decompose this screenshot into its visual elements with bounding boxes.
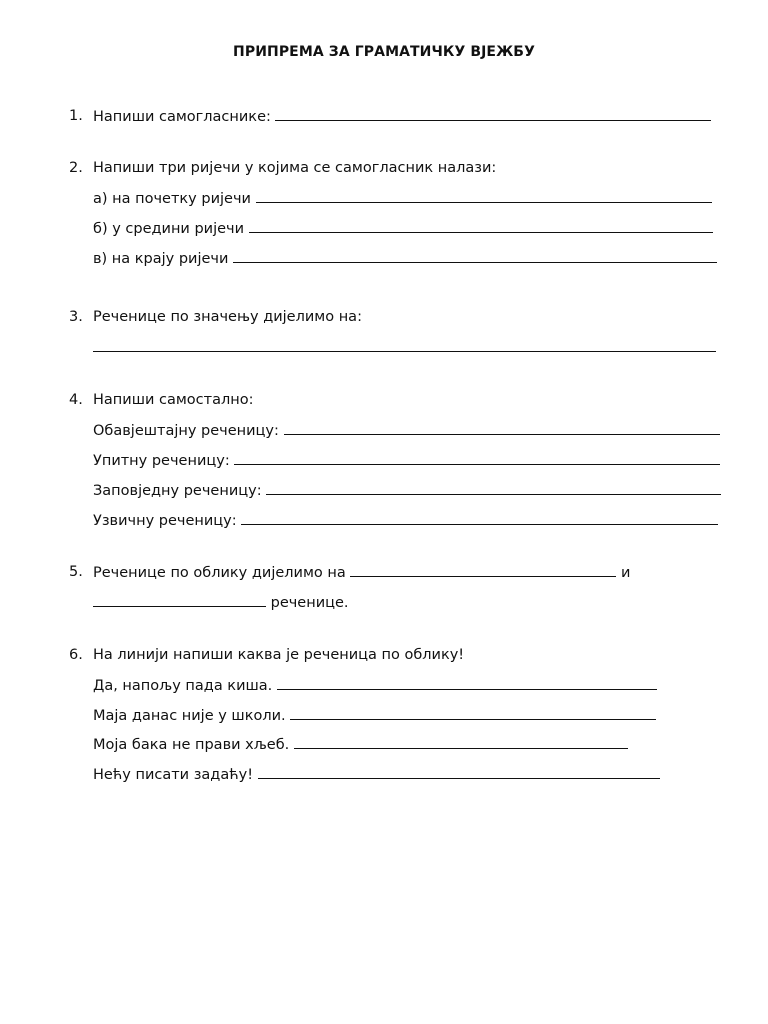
question-3-answer-row xyxy=(93,337,716,358)
page-title: ПРИПРЕМА ЗА ГРАМАТИЧКУ ВЈЕЖБУ xyxy=(233,44,535,60)
question-5-row xyxy=(93,562,630,583)
question-4a-text: Обавјештајну реченицу: xyxy=(93,423,279,439)
question-2c xyxy=(0,248,768,268)
question-1 xyxy=(0,106,768,126)
conjunction-text: и xyxy=(620,565,631,581)
question-2b-text: б) у средини ријечи xyxy=(93,221,245,237)
question-3 xyxy=(0,307,768,327)
question-4d-text: Узвичну реченицу: xyxy=(93,513,237,529)
question-4b xyxy=(0,450,768,470)
question-6a xyxy=(0,675,768,695)
question-number: 4. xyxy=(69,392,83,408)
question-6c xyxy=(0,734,768,754)
question-4a xyxy=(0,420,768,440)
question-6b-row xyxy=(93,705,656,726)
question-6d-sentence: Нећу писати задаћу! xyxy=(93,767,254,783)
question-5-continued xyxy=(0,592,768,612)
answer-blank[interactable] xyxy=(294,734,628,749)
question-6c-sentence: Моја бака не прави хљеб. xyxy=(93,737,290,753)
question-6c-row xyxy=(93,734,628,755)
answer-blank[interactable] xyxy=(93,592,266,607)
answer-blank[interactable] xyxy=(275,106,711,121)
question-4 xyxy=(0,390,768,410)
answer-blank[interactable] xyxy=(290,705,656,720)
question-2a-text: а) на почетку ријечи xyxy=(93,191,251,207)
question-4d-row xyxy=(93,510,718,531)
question-3-answer xyxy=(0,337,768,357)
question-2c-row xyxy=(93,248,717,269)
question-4d xyxy=(0,510,768,530)
question-6b xyxy=(0,705,768,725)
answer-blank[interactable] xyxy=(266,480,721,495)
answer-blank[interactable] xyxy=(249,218,713,233)
question-number: 3. xyxy=(69,309,83,325)
question-1-text: Напиши самогласнике: xyxy=(93,109,271,125)
question-5 xyxy=(0,562,768,582)
answer-blank[interactable] xyxy=(93,337,716,352)
question-number: 5. xyxy=(69,564,83,580)
question-4c-row xyxy=(93,480,721,501)
question-6d xyxy=(0,764,768,784)
question-4a-row xyxy=(93,420,720,441)
question-5-end-text: реченице. xyxy=(270,595,349,611)
question-5-continued-row xyxy=(93,592,349,613)
question-4b-row xyxy=(93,450,720,471)
question-6-text: На линији напиши каква је реченица по облику! xyxy=(93,647,465,663)
question-2a-row xyxy=(93,188,712,209)
answer-blank[interactable] xyxy=(241,510,718,525)
question-number: 2. xyxy=(69,160,83,176)
question-2c-text: в) на крају ријечи xyxy=(93,251,229,267)
question-1-row xyxy=(93,106,711,127)
answer-blank[interactable] xyxy=(350,562,616,577)
question-6d-row xyxy=(93,764,660,785)
answer-blank[interactable] xyxy=(284,420,720,435)
question-2 xyxy=(0,158,768,178)
answer-blank[interactable] xyxy=(234,450,720,465)
question-6b-sentence: Маја данас није у школи. xyxy=(93,708,286,724)
answer-blank[interactable] xyxy=(277,675,657,690)
question-2b xyxy=(0,218,768,238)
question-3-text: Реченице по значењу дијелимо на: xyxy=(93,309,362,325)
question-4-text: Напиши самостално: xyxy=(93,392,254,408)
answer-blank[interactable] xyxy=(256,188,712,203)
question-6 xyxy=(0,645,768,665)
question-number: 1. xyxy=(69,108,83,124)
answer-blank[interactable] xyxy=(233,248,717,263)
question-6a-sentence: Да, напољу пада киша. xyxy=(93,678,273,694)
question-4c-text: Заповједну реченицу: xyxy=(93,483,262,499)
question-4c xyxy=(0,480,768,500)
answer-blank[interactable] xyxy=(258,764,660,779)
question-2a xyxy=(0,188,768,208)
question-6a-row xyxy=(93,675,657,696)
question-number: 6. xyxy=(69,647,83,663)
question-4b-text: Упитну реченицу: xyxy=(93,453,230,469)
question-5-text: Реченице по облику дијелимо на xyxy=(93,565,346,581)
question-2-text: Напиши три ријечи у којима се самогласник налази: xyxy=(93,160,497,176)
question-2b-row xyxy=(93,218,713,239)
